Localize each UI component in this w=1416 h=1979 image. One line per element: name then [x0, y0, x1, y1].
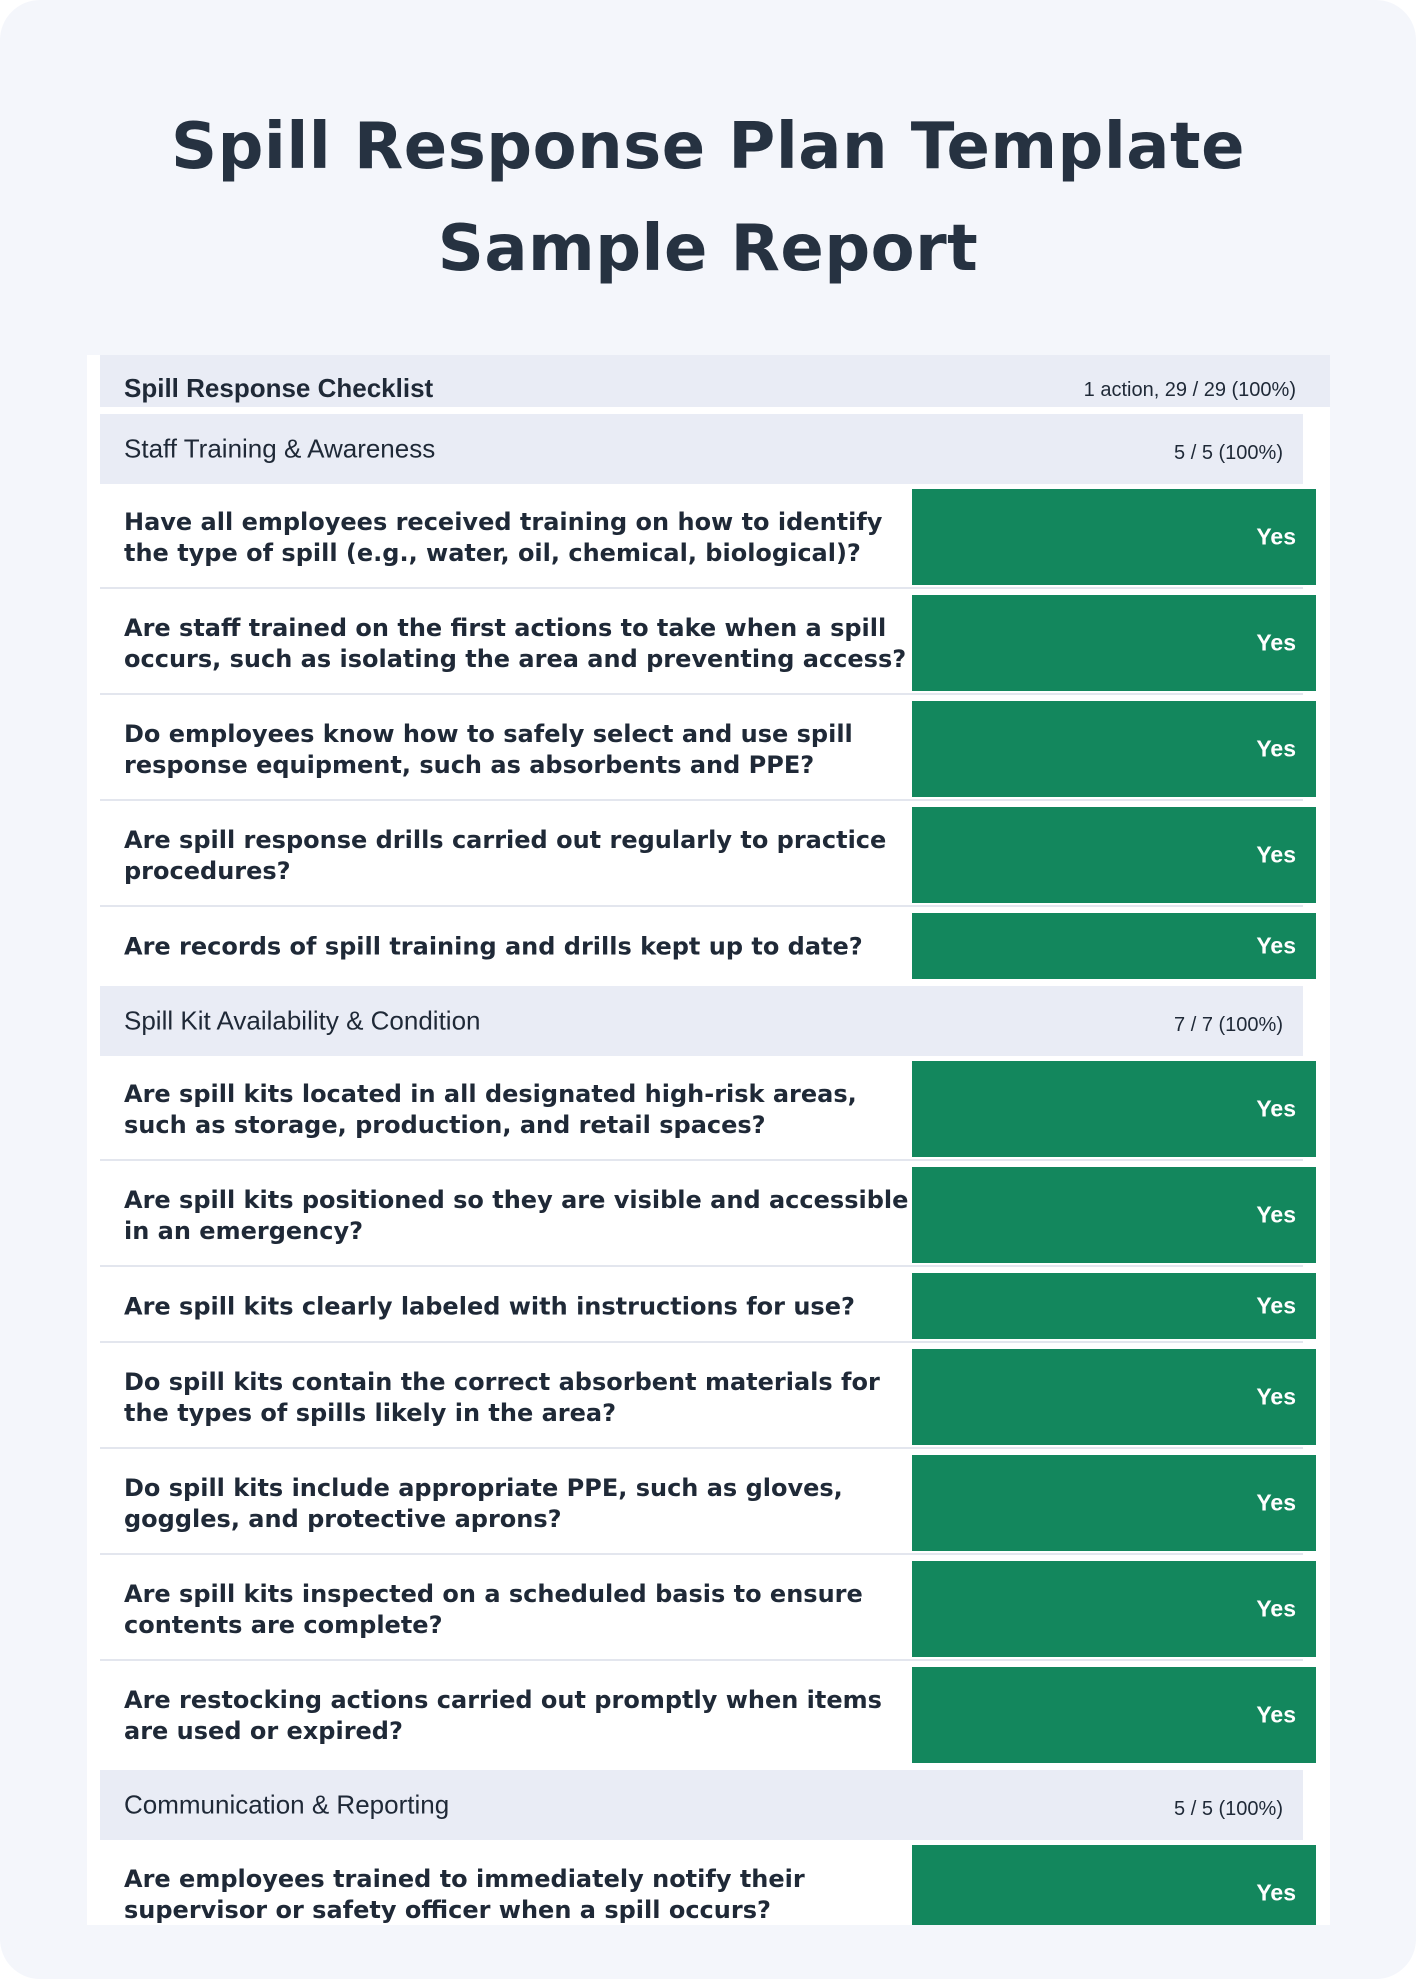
section-header — [100, 986, 1303, 1056]
question-text: Are spill kits clearly labeled with instructions for use? — [124, 1292, 855, 1321]
question-text: Are spill kits inspected on a scheduled basis to ensure contents are complete? — [124, 1580, 863, 1639]
checklist-score: 1 action, 29 / 29 (100%) — [1083, 379, 1296, 401]
question-row — [100, 595, 1303, 695]
answer-yes — [912, 1273, 1316, 1339]
answer-yes — [912, 1167, 1316, 1263]
question-text: Are records of spill training and drills kept up to date? — [124, 932, 863, 961]
question-row — [100, 1061, 1303, 1161]
question-row — [100, 1349, 1303, 1449]
answer-label: Yes — [1256, 1292, 1296, 1319]
answer-yes — [912, 1845, 1316, 1925]
question-row — [100, 1561, 1303, 1661]
section-score: 7 / 7 (100%) — [1174, 1014, 1283, 1037]
section-header — [100, 1770, 1303, 1840]
answer-yes — [912, 807, 1316, 903]
question-text: Have all employees received training on how to identify the type of spill (e.g., water, oil, chemical, biological)? — [124, 508, 883, 567]
section-title: Spill Kit Availability & Condition — [124, 1005, 481, 1036]
answer-label: Yes — [1256, 1095, 1296, 1122]
answer-yes — [912, 913, 1316, 979]
section-score: 5 / 5 (100%) — [1174, 442, 1283, 465]
section-header — [100, 414, 1303, 484]
question-row — [100, 701, 1303, 801]
question-text: Do spill kits contain the correct absorbent materials for the types of spills likely in the area? — [124, 1368, 880, 1427]
answer-yes — [912, 595, 1316, 691]
question-text: Are employees trained to immediately notify their supervisor or safety officer when a spill occurs? — [124, 1865, 805, 1924]
question-row — [100, 1667, 1303, 1765]
answer-label: Yes — [1256, 1595, 1296, 1622]
question-row — [100, 489, 1303, 589]
checklist-title: Spill Response Checklist — [124, 373, 434, 403]
answer-label: Yes — [1256, 1383, 1296, 1410]
checklist-header — [100, 355, 1330, 407]
answer-label: Yes — [1256, 735, 1296, 762]
section-title: Staff Training & Awareness — [124, 433, 436, 464]
page-title-line-1: Spill Response Plan Template — [171, 110, 1245, 184]
question-text: Are spill kits positioned so they are visible and accessible in an emergency? — [124, 1186, 909, 1245]
question-row — [100, 1455, 1303, 1555]
answer-label: Yes — [1256, 1489, 1296, 1516]
question-row — [100, 1167, 1303, 1267]
answer-yes — [912, 1061, 1316, 1157]
question-text: Are spill kits located in all designated high-risk areas, such as storage, production, and retail spaces? — [124, 1080, 857, 1139]
question-text: Are staff trained on the first actions to take when a spill occurs, such as isolating the area and preventing access? — [124, 614, 907, 673]
answer-yes — [912, 1349, 1316, 1445]
answer-label: Yes — [1256, 841, 1296, 868]
answer-yes — [912, 1455, 1316, 1551]
section-title: Communication & Reporting — [124, 1789, 450, 1820]
answer-yes — [912, 701, 1316, 797]
answer-label: Yes — [1256, 1879, 1296, 1906]
question-row — [100, 1845, 1303, 1925]
answer-label: Yes — [1256, 1201, 1296, 1228]
question-text: Are spill response drills carried out regularly to practice procedures? — [124, 826, 887, 885]
question-text: Are restocking actions carried out promptly when items are used or expired? — [124, 1686, 882, 1745]
question-text: Do spill kits include appropriate PPE, such as gloves, goggles, and protective aprons? — [124, 1474, 843, 1533]
answer-label: Yes — [1256, 523, 1296, 550]
section-score: 5 / 5 (100%) — [1174, 1798, 1283, 1821]
answer-label: Yes — [1256, 1701, 1296, 1728]
question-row — [100, 913, 1303, 981]
answer-label: Yes — [1256, 932, 1296, 959]
question-row — [100, 1273, 1303, 1343]
report-preview — [87, 355, 1330, 1925]
answer-yes — [912, 1561, 1316, 1657]
page-title — [0, 96, 1416, 300]
answer-yes — [912, 489, 1316, 585]
page-title-line-2: Sample Report — [437, 212, 979, 286]
question-row — [100, 807, 1303, 907]
question-text: Do employees know how to safely select and use spill response equipment, such as absorbents and PPE? — [124, 720, 853, 779]
answer-yes — [912, 1667, 1316, 1763]
answer-label: Yes — [1256, 629, 1296, 656]
